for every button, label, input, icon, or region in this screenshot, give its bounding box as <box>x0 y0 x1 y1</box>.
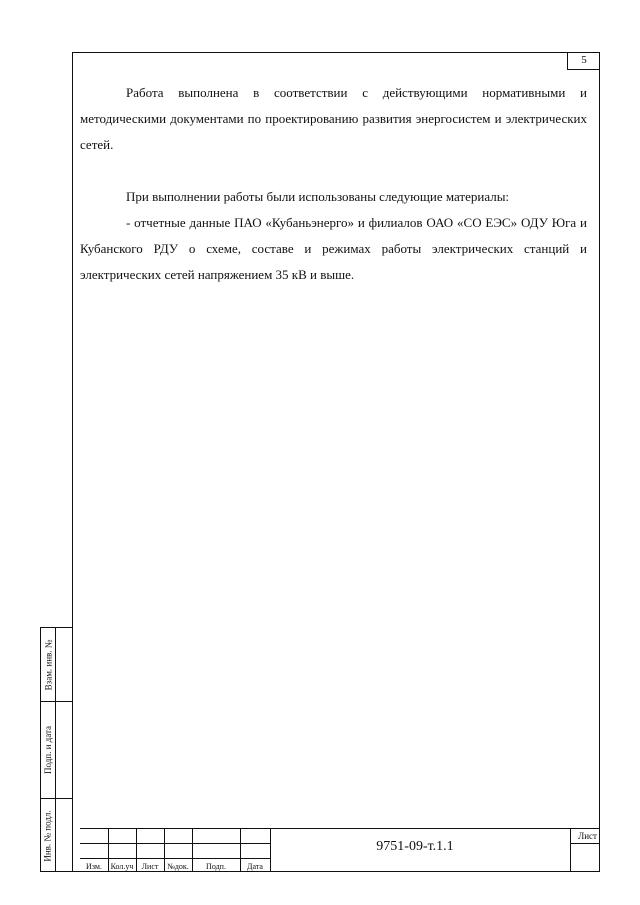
document-body <box>80 80 587 288</box>
header-podp: Подп. <box>206 862 226 871</box>
sheet-label: Лист <box>578 831 597 841</box>
label-podp-data: Подп. и дата <box>43 725 53 774</box>
document-code: 9751-09-т.1.1 <box>376 839 454 854</box>
page-number: 5 <box>567 52 600 70</box>
paragraph-1: Работа выполнена в соответствии с действующими нормативными и методическими документами по проектированию развития энергосистем и электрических сетей. <box>80 85 587 152</box>
paragraph-3: - отчетные данные ПАО «Кубаньэнерго» и филиалов ОАО «СО ЕЭС» ОДУ Юга и Кубанского РДУ о схеме, составе и режимах работы электрических станций и электрических сетей напряжением 35 кВ и выше. <box>80 215 587 282</box>
margin-strip <box>40 627 72 872</box>
paragraph-2: При выполнении работы были использованы следующие материалы: <box>126 189 510 204</box>
label-inv-podl: Инв. № подл. <box>43 809 53 862</box>
header-list: Лист <box>141 862 159 871</box>
title-block <box>80 828 600 872</box>
header-izm: Изм. <box>86 862 102 871</box>
header-data: Дата <box>247 862 263 871</box>
label-vzam-inv: Взам. инв. № <box>43 639 53 690</box>
header-ndok: №док. <box>167 862 189 871</box>
header-kol-uch: Кол.уч <box>110 862 134 871</box>
